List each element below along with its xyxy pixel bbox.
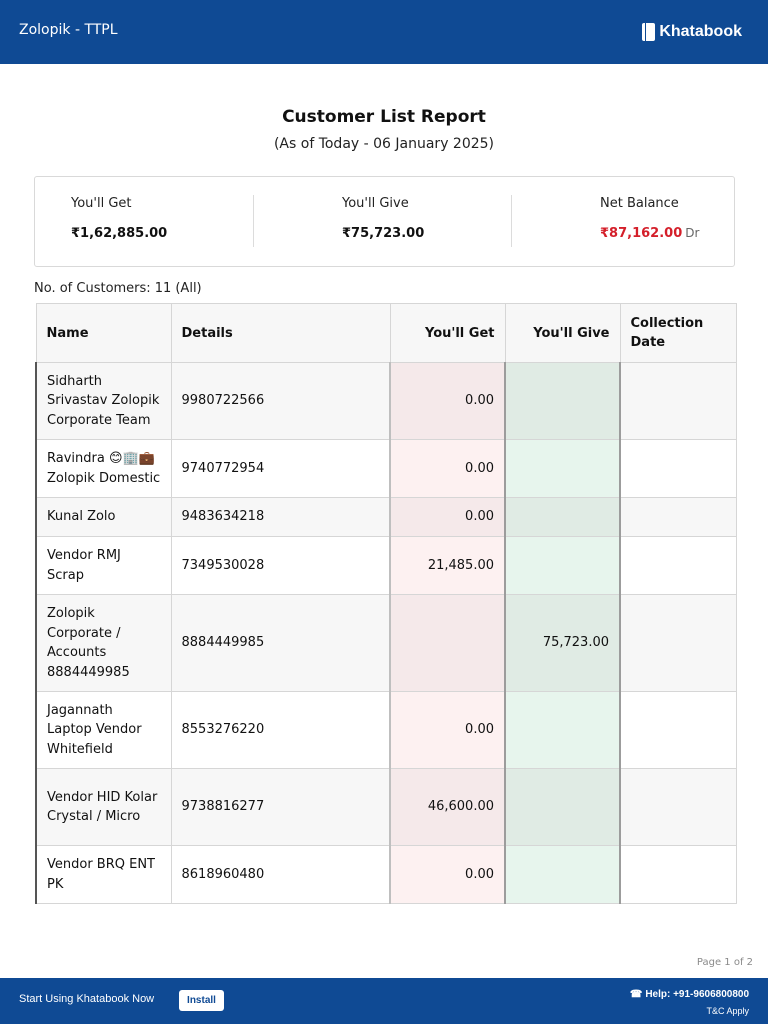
brand-name: Khatabook: [659, 23, 742, 40]
cell-you-will-give: [505, 769, 620, 846]
summary-divider: [511, 195, 512, 247]
terms-link[interactable]: T&C Apply: [706, 1006, 749, 1016]
install-button[interactable]: Install: [179, 990, 224, 1011]
table-row: [36, 363, 736, 440]
cell-collection-date: [620, 537, 736, 595]
cell-collection-date: [620, 363, 736, 440]
brand-logo: [642, 23, 742, 41]
cell-you-will-give: [505, 440, 620, 498]
cell-name: Vendor BRQ ENT PK: [36, 846, 171, 904]
cell-you-will-get: 0.00: [390, 846, 505, 904]
table-row: [36, 846, 736, 904]
cell-you-will-get: 0.00: [390, 692, 505, 769]
summary-divider: [253, 195, 254, 247]
footer-bar: [0, 978, 768, 1024]
net-balance-suffix: Dr: [685, 226, 700, 240]
net-balance-value: ₹87,162.00: [600, 226, 683, 241]
cell-collection-date: [620, 440, 736, 498]
business-name: Zolopik - TTPL: [19, 22, 118, 38]
cell-you-will-get: [390, 595, 505, 692]
cell-you-will-give: [505, 498, 620, 537]
customer-count-value: 11 (All): [154, 281, 202, 296]
net-balance-label: Net Balance: [600, 196, 679, 211]
cell-name: Vendor HID Kolar Crystal / Micro: [36, 769, 171, 846]
cell-collection-date: [620, 498, 736, 537]
cell-you-will-give: 75,723.00: [505, 595, 620, 692]
cell-details: 8884449985: [171, 595, 390, 692]
help-contact[interactable]: [630, 989, 749, 1000]
table-row: [36, 537, 736, 595]
report-date: (As of Today - 06 January 2025): [273, 136, 495, 152]
cell-details: 9738816277: [171, 769, 390, 846]
table-row: [36, 595, 736, 692]
cell-you-will-give: [505, 363, 620, 440]
header-bar: [0, 0, 768, 64]
cell-details: 8618960480: [171, 846, 390, 904]
cell-you-will-give: [505, 846, 620, 904]
column-header-give: You'll Give: [505, 304, 620, 363]
get-total: ₹1,62,885.00: [71, 226, 168, 241]
cell-you-will-get: 0.00: [390, 363, 505, 440]
net-balance: [600, 226, 699, 241]
cell-details: 7349530028: [171, 537, 390, 595]
column-header-details: Details: [171, 304, 390, 363]
customer-table: [35, 303, 737, 904]
cell-you-will-give: [505, 537, 620, 595]
cell-details: 8553276220: [171, 692, 390, 769]
give-total: ₹75,723.00: [342, 226, 425, 241]
footer-cta: Start Using Khatabook Now: [19, 993, 155, 1005]
summary-card: [34, 176, 735, 267]
phone-icon: ☎: [629, 989, 643, 1000]
column-header-collection-date: Collection Date: [620, 304, 736, 363]
cell-name: Ravindra 😊🏢💼 Zolopik Domestic: [36, 440, 171, 498]
cell-you-will-give: [505, 692, 620, 769]
table-row: [36, 440, 736, 498]
page-indicator: Page 1 of 2: [696, 957, 753, 968]
cell-you-will-get: 21,485.00: [390, 537, 505, 595]
help-text: Help: +91-9606800800: [645, 989, 749, 1000]
cell-details: 9483634218: [171, 498, 390, 537]
give-label: You'll Give: [342, 196, 409, 211]
get-label: You'll Get: [71, 196, 132, 211]
cell-details: 9740772954: [171, 440, 390, 498]
cell-name: Zolopik Corporate / Accounts 8884449985: [36, 595, 171, 692]
cell-you-will-get: 0.00: [390, 440, 505, 498]
report-title: Customer List Report: [282, 107, 486, 127]
cell-you-will-get: 46,600.00: [390, 769, 505, 846]
table-row: [36, 769, 736, 846]
table-row: [36, 498, 736, 537]
book-icon: [642, 23, 655, 41]
customer-count: [34, 281, 202, 296]
table-row: [36, 692, 736, 769]
cell-you-will-get: 0.00: [390, 498, 505, 537]
cell-collection-date: [620, 692, 736, 769]
customer-count-label: No. of Customers:: [34, 281, 151, 296]
cell-name: Sidharth Srivastav Zolopik Corporate Team: [36, 363, 171, 440]
cell-collection-date: [620, 846, 736, 904]
cell-name: Vendor RMJ Scrap: [36, 537, 171, 595]
cell-collection-date: [620, 769, 736, 846]
cell-name: Jagannath Laptop Vendor Whitefield: [36, 692, 171, 769]
cell-name: Kunal Zolo: [36, 498, 171, 537]
cell-collection-date: [620, 595, 736, 692]
column-header-name: Name: [36, 304, 171, 363]
table-header-row: [36, 304, 736, 363]
cell-details: 9980722566: [171, 363, 390, 440]
column-header-get: You'll Get: [390, 304, 505, 363]
